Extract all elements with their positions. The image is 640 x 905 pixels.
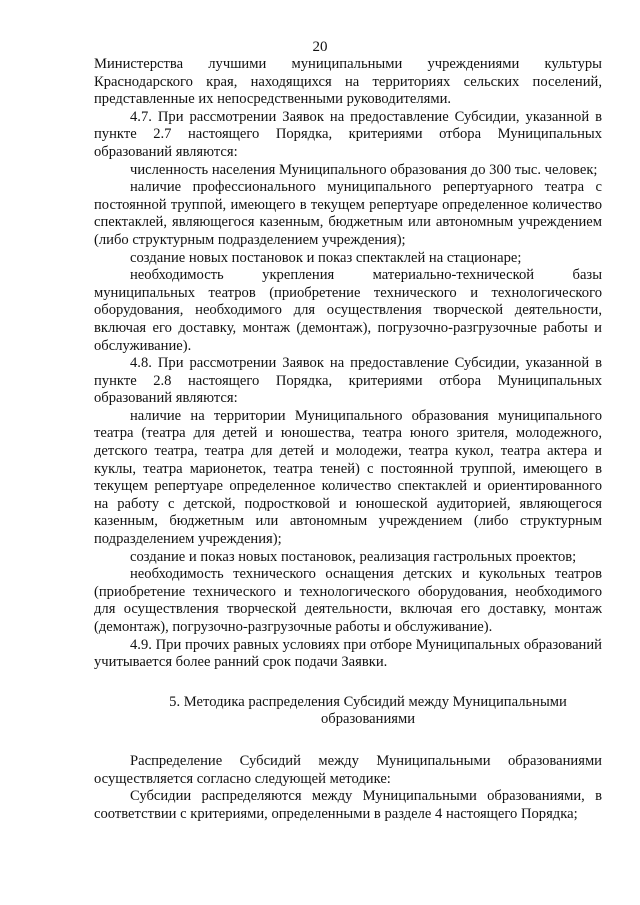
paragraph-4-9: 4.9. При прочих равных условиях при отборе Муниципальных образований учитывается более ранний срок подачи Заявки. <box>94 636 602 671</box>
criterion-population: численность населения Муниципального образования до 300 тыс. человек; <box>130 161 598 178</box>
paragraph-4-8: 4.8. При рассмотрении Заявок на предоставление Субсидии, указанной в пункте 2.8 настоящего Порядка, критериями отбора Муниципальных образований являются: <box>94 355 602 407</box>
paragraph-4-7: 4.7. При рассмотрении Заявок на предоставление Субсидии, указанной в пункте 2.7 настоящего Порядка, критериями отбора Муниципальных образований являются: <box>94 108 602 160</box>
section-heading: 5. Методика распределения Субсидий между Муниципальными образованиями <box>169 693 567 728</box>
paragraph-distribution: Субсидии распределяются между Муниципальными образованиями, в соответствии с критериями, определенными в разделе 4 настоящего Порядка; <box>94 788 602 822</box>
criterion-repertory-theatre: наличие профессионального муниципального репертуарного театра с постоянной труппой, имеющего в текущем репертуаре определенное количество спектаклей, являющегося казенным, бюджетным или автономным учреждением (либо структурным подразделением учреждения); <box>94 179 602 248</box>
spacer <box>94 672 602 694</box>
criterion-technical-equipment: необходимость технического оснащения детских и кукольных театров (приобретение технического и технологического оборудования, необходимого для осуществления творческой деятельности, включая его доставку, монтаж (демонтаж), погрузочно-разгрузочные работы и обслуживание). <box>94 566 602 635</box>
criterion-new-productions: создание новых постановок и показ спектаклей на стационаре; <box>130 249 522 266</box>
criterion-material-base: необходимость укрепления материально-технической базы муниципальных театров (приобретение технического и технологического оборудования, необходимого для осуществления творческой деятельности, включая его доставку, монтаж (демонтаж), погрузочно-разгрузочные работы и обслуживание). <box>94 267 602 354</box>
spacer <box>94 729 602 753</box>
page-number: 20 <box>312 39 328 55</box>
paragraph-continuation: Министерства лучшими муниципальными учреждениями культуры Краснодарского края, находящихся на территориях сельских поселений, представленные их непосредственными руководителями. <box>94 56 602 108</box>
criterion-childrens-theatre: наличие на территории Муниципального образования муниципального театра (театра для детей и юношества, театра юного зрителя, молодежного, детского театра, театра для детей и молодежи, театра кукол, театра актера и куклы, театра марионеток, театра теней) с постоянной труппой, имеющего в текущем репертуаре определенное количество спектаклей и ориентированного на работу с детской, подростковой и юношеской аудиторией, являющегося казенным, бюджетным или автономным учреждением (либо структурным подразделением учреждения); <box>94 407 602 548</box>
document-body <box>94 56 602 823</box>
paragraph-methodology: Распределение Субсидий между Муниципальными образованиями осуществляется согласно следующей методике: <box>94 752 602 787</box>
criterion-touring-projects: создание и показ новых постановок, реализация гастрольных проектов; <box>130 548 577 565</box>
